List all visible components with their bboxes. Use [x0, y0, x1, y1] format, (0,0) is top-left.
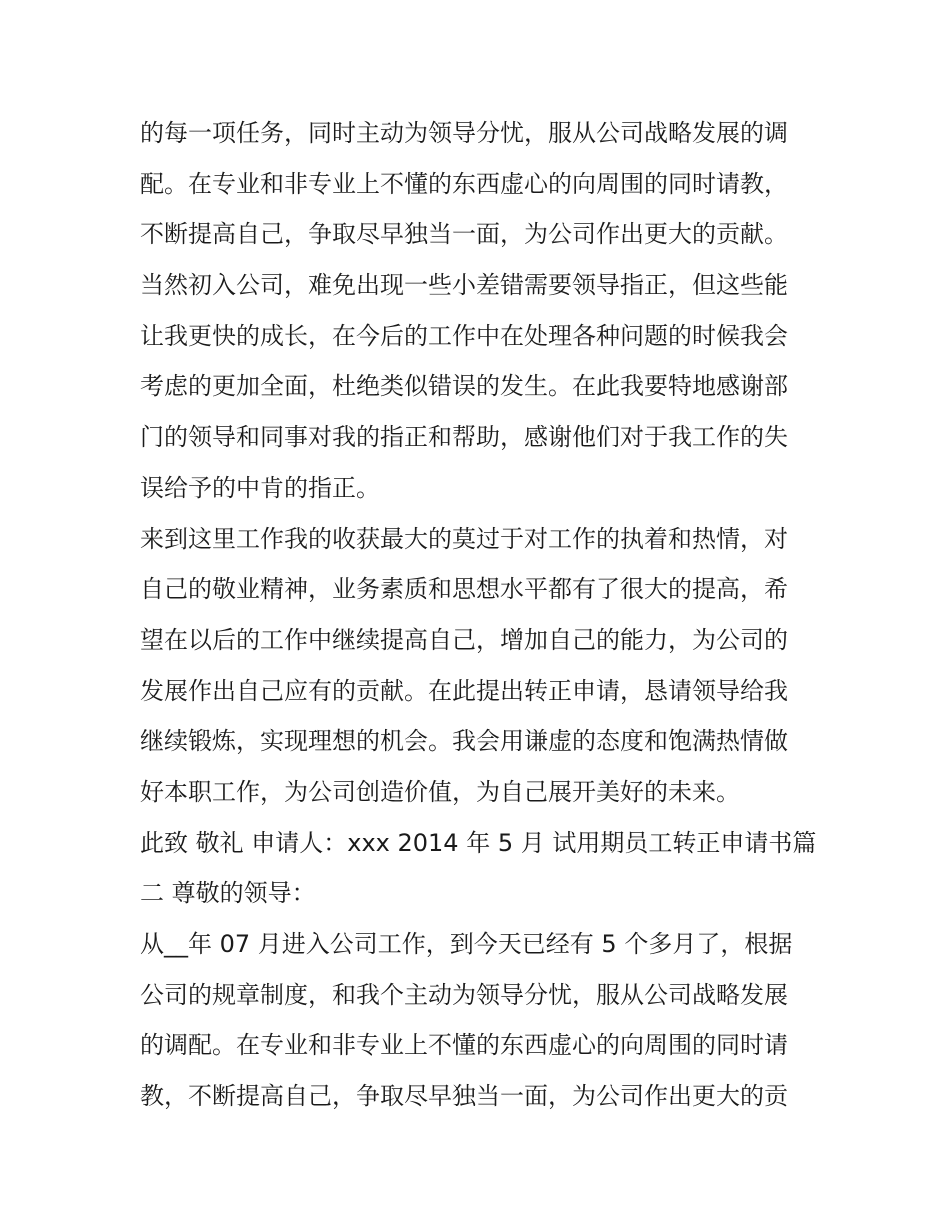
- text-line: 继续锻炼，实现理想的机会。我会用谦虚的态度和饱满热情做: [140, 727, 788, 756]
- document-body: [140, 108, 820, 1122]
- text-line: 的调配。在专业和非专业上不懂的东西虚心的向周围的同时请: [140, 1031, 788, 1060]
- text-line: 此致 敬礼 申请人：xxx 2014 年 5 月 试用期员工转正申请书篇: [140, 828, 817, 857]
- text-line: 误给予的中肯的指正。: [140, 473, 380, 502]
- text-line: 考虑的更加全面，杜绝类似错误的发生。在此我要特地感谢部: [140, 372, 788, 401]
- text-line: 配。在专业和非专业上不懂的东西虚心的向周围的同时请教，: [140, 169, 788, 198]
- text-line: 当然初入公司，难免出现一些小差错需要领导指正，但这些能: [140, 271, 788, 300]
- text-line: 自己的敬业精神，业务素质和思想水平都有了很大的提高，希: [140, 575, 788, 604]
- text-line: 好本职工作，为公司创造价值，为自己展开美好的未来。: [140, 777, 740, 806]
- text-line: 从__年 07 月进入公司工作，到今天已经有 5 个多月了，根据: [140, 930, 793, 958]
- text-line: 不断提高自己，争取尽早独当一面，为公司作出更大的贡献。: [140, 220, 788, 249]
- text-line: 来到这里工作我的收获最大的莫过于对工作的执着和热情，对: [140, 524, 788, 553]
- text-line: 让我更快的成长，在今后的工作中在处理各种问题的时候我会: [140, 321, 788, 350]
- text-line: 门的领导和同事对我的指正和帮助，感谢他们对于我工作的失: [140, 423, 788, 452]
- text-line: 望在以后的工作中继续提高自己，增加自己的能力，为公司的: [140, 625, 788, 654]
- text-line: 发展作出自己应有的贡献。在此提出转正申请，恳请领导给我: [140, 676, 788, 705]
- text-line: 公司的规章制度，和我个主动为领导分忧，服从公司战略发展: [140, 980, 788, 1009]
- text-line: 二 尊敬的领导：: [140, 879, 316, 908]
- text-line: 教，不断提高自己，争取尽早独当一面，为公司作出更大的贡: [140, 1082, 788, 1111]
- text-line: 的每一项任务，同时主动为领导分忧，服从公司战略发展的调: [140, 119, 788, 147]
